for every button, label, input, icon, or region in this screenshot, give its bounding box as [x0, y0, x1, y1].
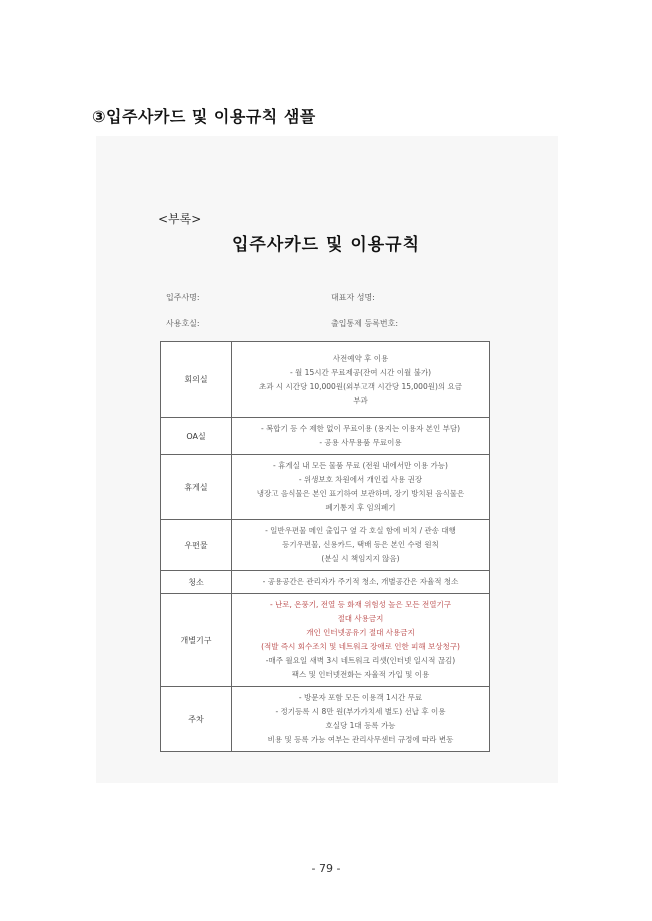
rule-line: 호실당 1대 등록 가능	[325, 721, 396, 730]
rule-line: (분실 시 책임지지 않음)	[321, 554, 400, 563]
rule-line: - 월 15시간 무료제공(잔여 시간 이월 불가)	[289, 367, 432, 377]
rule-line: 냉장고 음식물은 본인 표기하여 보관하며, 장기 방치된 음식물은	[256, 489, 465, 498]
rule-line: - 일반우편물 메인 출입구 옆 각 호실 함에 비치 / 관송 대행	[265, 526, 456, 535]
rule-category: OA실	[161, 418, 232, 455]
rule-description	[232, 594, 490, 687]
page-number: - 79 -	[311, 862, 341, 875]
rule-line: - 공용공간은 관리자가 주기적 청소, 개별공간은 자율적 청소	[262, 577, 459, 586]
rule-line: - 방문자 포함 모든 이용객 1시간 무료	[298, 693, 423, 702]
company-name-label: 입주사명:	[166, 293, 200, 302]
rule-line: 비용 및 등록 가능 여부는 관리사무센터 규정에 따라 변동	[267, 735, 454, 744]
rule-line: 사전예약 후 이용	[332, 353, 389, 363]
rule-row	[161, 594, 490, 687]
section-heading: ③입주사카드 및 이용규칙 샘플	[92, 107, 316, 126]
rule-line: - 공용 사무용품 무료이용	[319, 438, 402, 447]
rule-description	[232, 687, 490, 752]
rule-description	[232, 520, 490, 571]
rule-line: 팩스 및 인터넷전화는 자율적 가입 및 이용	[291, 670, 430, 679]
office-number-label: 사용호실:	[166, 319, 200, 328]
rule-description	[232, 571, 490, 594]
rule-line: 부과	[353, 395, 368, 405]
rule-category: 우편물	[161, 520, 232, 571]
rule-row	[161, 418, 490, 455]
rule-category: 회의실	[161, 342, 232, 418]
rule-description	[232, 418, 490, 455]
rule-row	[161, 571, 490, 594]
rule-line: - 휴게실 내 모든 물품 무료 (전원 내에서만 이용 가능)	[273, 461, 448, 470]
appendix-label: <부록>	[158, 212, 202, 226]
rule-line: - 정기등록 시 8만 원(부가가치세 별도) 선납 후 이용	[275, 707, 446, 716]
rule-description	[232, 455, 490, 520]
rule-line: 초과 시 시간당 10,000원(외부고객 시간당 15,000원)의 요금	[258, 381, 463, 391]
rule-line: - 난로, 온풍기, 전열 등 화재 위험성 높은 모든 전열기구	[269, 600, 452, 609]
rule-line: 개인 인터넷공유기 절대 사용금지	[306, 628, 415, 637]
rule-category: 청소	[161, 571, 232, 594]
rule-category: 휴게실	[161, 455, 232, 520]
rule-row	[161, 342, 490, 418]
document-title: 입주사카드 및 이용규칙	[231, 235, 421, 255]
rule-line: 절대 사용금지	[337, 614, 384, 623]
rule-line: - 위생보호 차원에서 개인컵 사용 권장	[298, 475, 423, 484]
registration-number-label: 출입통제 등록번호:	[331, 319, 399, 328]
rule-row	[161, 455, 490, 520]
rule-line: -매주 월요일 새벽 3시 네트워크 리셋(인터넷 일시적 끊김)	[265, 656, 456, 665]
rule-description	[232, 342, 490, 418]
rule-line: 등기우편물, 신용카드, 택배 등은 본인 수령 원칙	[282, 540, 439, 549]
rule-line: (적발 즉시 회수조치 및 네트워크 장애로 인한 피해 보상청구)	[261, 642, 460, 651]
rule-row	[161, 520, 490, 571]
rule-line: 폐기통지 후 임의폐기	[325, 503, 396, 512]
rule-line: - 복합기 등 수 제한 없이 무료이용 (용지는 이용자 본인 부담)	[260, 424, 461, 433]
rules-table	[160, 341, 490, 752]
rule-category: 주차	[161, 687, 232, 752]
rule-category: 개별기구	[161, 594, 232, 687]
rule-row	[161, 687, 490, 752]
representative-label: 대표자 성명:	[331, 293, 375, 302]
